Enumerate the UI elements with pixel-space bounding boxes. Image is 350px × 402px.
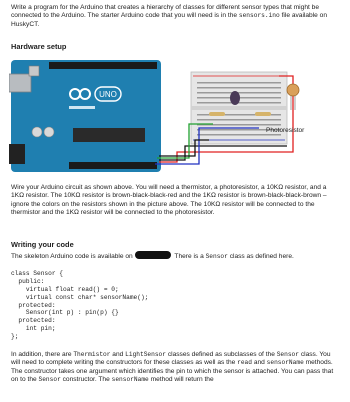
outro-text: and bbox=[110, 351, 126, 358]
arduino-uno-label: UNO bbox=[99, 90, 117, 99]
outro-text: methods. The constructor takes one argument which identifies the pin to which the sensor is attached. You can pass that on to the bbox=[11, 359, 334, 384]
code-line: virtual float read() = 0; bbox=[11, 285, 119, 293]
skeleton-text-2: There is a bbox=[172, 253, 206, 260]
skeleton-text-3: class as defined here. bbox=[227, 253, 294, 260]
outro-text: method will return the bbox=[148, 376, 214, 384]
writing-code-heading: Writing your code bbox=[11, 240, 74, 249]
intro-filename: sensors.ino bbox=[238, 12, 280, 20]
code-line: virtual const char* sensorName(); bbox=[11, 293, 149, 301]
outro-code-sensor: Sensor bbox=[38, 376, 61, 384]
outro-text: constructor. The bbox=[60, 376, 112, 384]
sensor-class-code bbox=[11, 270, 341, 341]
intro-text-2: file available on HuskyCT. bbox=[11, 12, 328, 28]
outro-code-sensorname: sensorName bbox=[111, 376, 149, 384]
circuit-diagram bbox=[9, 54, 339, 180]
code-line: protected: bbox=[11, 317, 56, 325]
code-line: public: bbox=[11, 277, 45, 285]
outro-code-read: read bbox=[237, 359, 252, 367]
code-line: int pin; bbox=[11, 325, 56, 333]
arduino-board bbox=[9, 60, 161, 172]
code-line: }; bbox=[11, 333, 19, 341]
outro-code-thermistor: Thermistor bbox=[73, 351, 111, 358]
outro-text: classes defined as subclasses of the bbox=[166, 351, 277, 358]
wiring-instructions: Wire your Arduino circuit as shown above. You will need a thermistor, a photoresistor, a 10KΩ resistor, and a 1KΩ resistor. The 10KΩ resistor is brown-black-black-red and the 1KΩ resistor is brown-black-black-brown – ignore the colors on the resistors shown in the picture above. The 10KΩ resistor will be connected to the thermistor and the 1KΩ resistor will be connected to the photoresistor. bbox=[11, 184, 327, 217]
hardware-setup-heading: Hardware setup bbox=[11, 42, 67, 51]
outro-text: class. You will need to complete writing the constructors for these classes as well as the bbox=[11, 351, 331, 367]
skeleton-text-1: The skeleton Arduino code is available on bbox=[11, 253, 133, 260]
resistor-10k bbox=[209, 112, 225, 116]
outro-code-lightsensor: LightSensor bbox=[125, 351, 166, 358]
outro-text: In addition, there are bbox=[11, 351, 74, 358]
outro-text: and bbox=[251, 359, 267, 367]
code-line: class Sensor { bbox=[11, 270, 63, 277]
outro-code-sensor: Sensor bbox=[276, 351, 299, 358]
skeleton-class-name: Sensor bbox=[205, 253, 228, 260]
code-line: protected: bbox=[11, 301, 56, 309]
photoresistor-label: Photoresistor bbox=[266, 127, 305, 134]
hardware-setup-figure bbox=[9, 54, 339, 180]
resistor-1k bbox=[255, 112, 271, 116]
intro-text-1: Write a program for the Arduino that creates a hierarchy of classes for different sensor types that might be connected to the Arduino. The starter Arduino code that you will need is in the bbox=[11, 4, 319, 20]
outro-code-sensorname: sensorName bbox=[266, 359, 304, 367]
redacted-link[interactable] bbox=[135, 251, 171, 259]
subclass-paragraph bbox=[11, 351, 341, 385]
thermistor bbox=[230, 91, 240, 105]
skeleton-paragraph bbox=[11, 251, 341, 261]
intro-paragraph bbox=[11, 4, 341, 29]
code-line: Sensor(int p) : pin(p) {} bbox=[11, 309, 119, 317]
